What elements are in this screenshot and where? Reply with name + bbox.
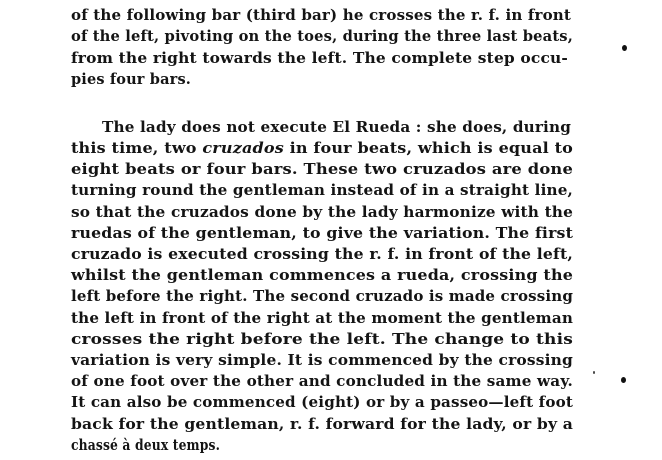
italic-term-cruzados: cruzados bbox=[202, 140, 284, 157]
paragraph-2-line-2-end: in four beats, which is equal to bbox=[283, 140, 574, 157]
paragraph-1-line-4: pies four bars. bbox=[71, 71, 191, 88]
paragraph-2-line-10: the left in front of the right at the moment the gentleman bbox=[71, 310, 574, 327]
paragraph-2-line-12: variation is very simple. It is commenced by the crossing bbox=[71, 352, 573, 369]
ink-speck bbox=[621, 377, 626, 383]
paragraph-2-line-8: whilst the gentleman commences a rueda, crossing the bbox=[71, 267, 573, 284]
ink-speck bbox=[593, 371, 595, 374]
paragraph-2-line-14: It can also be commenced (eight) or by a passeo—left foot bbox=[71, 394, 573, 411]
paragraph-2-line-1: The lady does not execute El Rueda : she does, during bbox=[102, 119, 571, 136]
paragraph-2-line-16: chassé à deux temps. bbox=[71, 437, 220, 454]
paragraph-2-line-3: eight beats or four bars. These two cruzados are done bbox=[71, 161, 574, 178]
paragraph-1-line-3: from the right towards the left. The complete step occu- bbox=[71, 50, 569, 67]
paragraph-2-line-6: ruedas of the gentleman, to give the variation. The first bbox=[71, 225, 574, 242]
paragraph-2-line-2-start: this time, two bbox=[71, 140, 203, 157]
paragraph-2-line-4: turning round the gentleman instead of in a straight line, bbox=[71, 182, 574, 199]
paragraph-2-line-13: of one foot over the other and concluded in the same way. bbox=[71, 373, 574, 390]
paragraph-2-line-15: back for the gentleman, r. f. forward for the lady, or by a bbox=[71, 416, 574, 433]
paragraph-2-line-11: crosses the right before the left. The change to this bbox=[71, 331, 573, 348]
paragraph-2-line-9: left before the right. The second cruzado is made crossing bbox=[71, 288, 574, 305]
paragraph-1-line-1: of the following bar (third bar) he crosses the r. f. in front bbox=[71, 7, 572, 24]
paragraph-1-line-2: of the left, pivoting on the toes, during the three last beats, bbox=[71, 28, 573, 45]
paragraph-2-line-7: cruzado is executed crossing the r. f. in front of the left, bbox=[71, 246, 573, 263]
ink-speck bbox=[622, 45, 627, 51]
paragraph-2-line-2 bbox=[71, 142, 573, 157]
paragraph-2-line-5: so that the cruzados done by the lady harmonize with the bbox=[71, 204, 574, 221]
